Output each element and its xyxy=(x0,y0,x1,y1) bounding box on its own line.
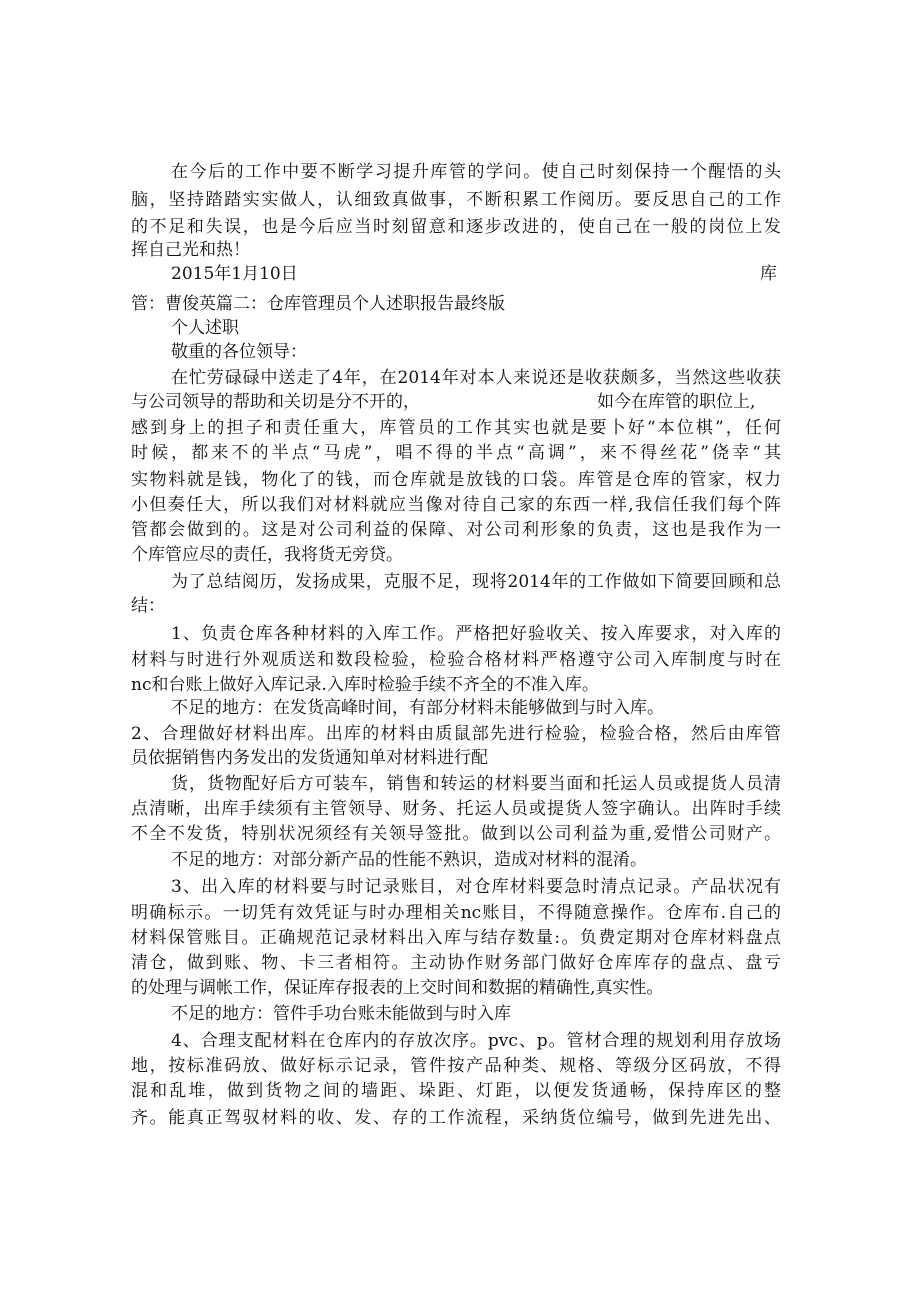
section-heading: 管：曹俊英篇二：仓库管理员个人述职报告最终版 xyxy=(131,294,505,314)
text-line: 感到身上的担子和责任重大，库管员的工作其实也就是要卜好“本位棋”，任何 xyxy=(131,418,781,438)
text-line: 材料与时进行外观质送和数段检验，检验合格材料严格遵守公司入库制度与时在 xyxy=(131,650,781,670)
date-line: 2015年1月10日 xyxy=(171,264,298,284)
text-line: 实物料就是钱，物化了的钱，而仓库就是放钱的口袋。库管是仓库的管家，权力 xyxy=(131,470,781,490)
text-line: nc和台账上做好入库记录.入库时检验手续不齐全的不准入库。 xyxy=(131,675,599,695)
text-line: 地，按标准码放、做好标示记录，管件按产品种类、规格、等级分区码放，不得 xyxy=(131,1056,781,1076)
text-line: 如今在库管的职位上, xyxy=(597,392,756,412)
text-line: 1、负责仓库各种材料的入库工作。严格把好验收关、按入库要求，对入库的 xyxy=(171,624,781,644)
text-line: 时候，都来不的半点“马虎”，唱不得的半点“高调”，来不得丝花”侥幸“其 xyxy=(131,443,781,463)
text-line: 小但奏任大，所以我们对材料就应当像对待自己家的东西一样,我信任我们每个阵 xyxy=(131,495,781,515)
text-line: 结： xyxy=(131,596,165,616)
text-line: 不足的地方：对部分新产品的性能不熟识，造成对材料的混淆。 xyxy=(171,850,647,870)
text-line: 的不足和失误，也是今后应当时刻留意和逐步改进的，使自己在一般的岗位上发 xyxy=(131,217,781,237)
text-line: 与公司领导的帮助和关切是分不开的， xyxy=(131,392,420,412)
text-line: 2、合理做好材料出库。出库的材料由质鼠部先进行检验，检验合格，然后由库管 xyxy=(131,724,781,744)
text-line: 员依据销售内务发出的发货通知单对材料进行配 xyxy=(131,748,488,768)
text-line: 库 xyxy=(760,264,777,284)
salutation-line: 敬重的各位领导： xyxy=(171,342,307,362)
text-line: 个库管应尽的责任，我将货无旁贷。 xyxy=(131,545,403,565)
text-line: 清仓，做到账、物、卡三者相符。主动协作财务部门做好仓库库存的盘点、盘亏 xyxy=(131,953,781,973)
text-line: 不足的地方：在发货高峰时间，有部分材料未能够做到与时入库。 xyxy=(171,698,664,718)
text-line: 脑，坚持踏踏实实做人，认细致真做事，不断积累工作阅历。要反思自己的工作 xyxy=(131,190,781,210)
text-line: 明确标示。一切凭有效凭证与时办理相关nc账目，不得随意操作。仓库布.自己的 xyxy=(131,903,781,923)
text-line: 在忙劳碌碌中送走了4年，在2014年对本人来说还是收获颇多，当然这些收获 xyxy=(171,368,781,388)
text-line: 不足的地方：管件手功台账未能做到与时入库 xyxy=(171,1004,511,1024)
text-line: 不全不发货，特别状况须经有关领导签批。做到以公司利益为重,爱惜公司财产。 xyxy=(131,824,781,844)
text-line: 管都会做到的。这是对公司利益的保障、对公司利形象的负责，这也是我作为一 xyxy=(131,520,781,540)
text-line: 在今后的工作中要不断学习提升库管的学问。使自己时刻保持一个醒悟的头 xyxy=(171,162,781,182)
text-line: 挥自己光和热！ xyxy=(131,240,250,260)
text-line: 材料保管账目。正确规范记录材料出入库与结存数量:。负费定期对仓库材料盘点 xyxy=(131,928,781,948)
text-line: 4、合理支配材料在仓库内的存放次序。pvc、p。管材合理的规划利用存放场 xyxy=(171,1031,781,1051)
text-line: 齐。能真正驾驭材料的收、发、存的工作流程，采纳货位编号，做到先进先出、 xyxy=(131,1108,781,1128)
text-line: 混和乱堆，做到货物之间的墙距、垛距、灯距，以便发货通畅，保持库区的整 xyxy=(131,1081,781,1101)
text-line: 为了总结阅历，发扬成果，克服不足，现将2014年的工作做如下简要回顾和总 xyxy=(171,572,781,592)
title-line: 个人述职 xyxy=(171,318,239,338)
text-line: 的处理与调帐工作，保证库存报表的上交时间和数据的精确性,真实性。 xyxy=(131,978,664,998)
text-line: 3、出入库的材料要与时记录账目，对仓库材料要急时清点记录。产品状况有 xyxy=(171,877,781,897)
text-line: 点清晰，出库手续须有主管领导、财务、托运人员或提货人签字确认。出阵时手续 xyxy=(131,799,781,819)
text-line: 货，货物配好后方可装车，销售和转运的材料要当面和托运人员或提货人员清 xyxy=(171,774,781,794)
